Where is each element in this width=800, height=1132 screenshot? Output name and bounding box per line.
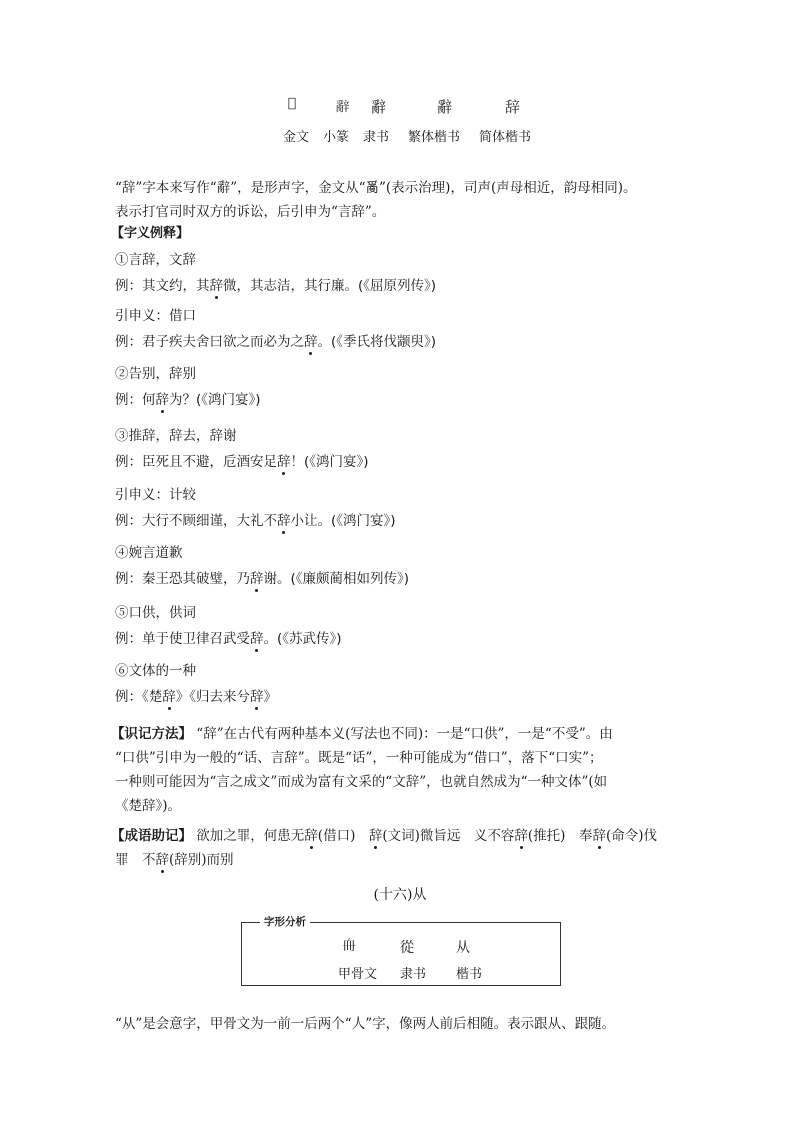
example-text: 微，其志洁，其行廉。(《屈原列传》) [223,278,437,294]
glyph-evolution-row [0,96,800,120]
closing-paragraph: “从”是会意字，甲骨文为一前一后两个“人”字，像两人前后相随。表示跟从、跟随。 [115,1016,616,1032]
example-text: 其文约，其 [142,278,210,294]
example-prefix: 例： [115,334,142,350]
idiom-text: (推托) 奉 [527,828,593,844]
emphasized-char: 辞 [592,828,606,844]
example-prefix: 例： [115,513,142,529]
idiom-text: 欲加之罪，何患无 [196,828,305,844]
sense-example [115,511,396,531]
example-text: 大行不顾细谨，大礼不 [142,513,277,529]
sense-head: ①言辞，文辞 [115,252,196,268]
sense-head: ③推辞，辞去，辞谢 [115,428,237,444]
memory-line: “口供”引申为一般的“话、言辞”。既是“话”，一种可能成为“借口”，落下“口实”； [115,750,603,766]
analysis-glyph: 𠂨 [342,938,356,954]
example-prefix: 例： [115,571,142,587]
analysis-box [241,916,561,986]
emphasized-char: 辞 [277,513,291,529]
sense-example [115,629,342,649]
example-text: 》 [263,689,277,705]
glyph-label: 金文 [283,130,310,145]
sense-example [115,276,436,296]
sense-head: ⑥文体的一种 [115,663,196,679]
example-text: 。(《季氏将伐颛臾》) [317,334,437,350]
sense-example [115,569,409,589]
emphasized-char: 辞 [514,828,528,844]
glyph-lishu: 辭 [371,98,387,116]
glyph-label-row [0,126,800,146]
sense-head: 引申义：计较 [115,487,196,503]
sense-head: ④婉言道歉 [115,545,183,561]
memory-line: 《楚辞》)。 [115,798,182,814]
idiom-line [196,828,657,844]
intro-line: “辞”字本来写作“辭”，是形声字，金文从“𤔔”(表示治理)，司声(声母相近，韵母相同)。 [115,180,637,196]
emphasized-char: 辞 [304,334,318,350]
emphasized-char: 辞 [304,828,318,844]
example-text: ！(《鸿门宴》) [290,454,369,470]
emphasized-char: 辞 [162,689,176,705]
idiom-label: 【成语助记】 [111,828,192,844]
example-text: 秦王恐其破璧，乃 [142,571,250,587]
idiom-section [111,824,690,872]
emphasized-char: 辞 [250,631,264,647]
example-text: 谢。(《廉颇蔺相如列传》) [263,571,410,587]
intro-line: 表示打官司时双方的诉讼，后引申为“言辞”。 [115,204,386,220]
analysis-label: 楷书 [456,967,483,982]
emphasized-char: 辞 [368,828,383,844]
example-text: 小让。(《鸿门宴》) [290,513,396,529]
idiom-text: (命令)伐 [605,828,657,844]
example-text: 。(《苏武传》) [263,631,342,647]
example-text: 为？(《鸿门宴》) [169,392,261,408]
example-prefix: 例： [115,689,142,705]
example-prefix: 例： [115,631,142,647]
section-title: 【字义例释】 [111,226,190,241]
emphasized-char: 辞 [277,454,291,470]
memory-method [111,722,690,818]
intro-paragraph [115,176,690,224]
idiom-text: (文词)微旨远 义不容 [382,828,515,844]
glyph-fanti: 辭 [437,98,453,116]
sense-example [115,452,369,472]
analysis-glyph: 從 [400,940,414,956]
idiom-line [115,848,690,872]
sense-head: ②告别，辞别 [115,366,196,382]
example-text: 《楚 [142,689,163,705]
idiom-text: (借口) [317,828,369,844]
analysis-label: 隶书 [400,967,427,982]
sense-example [115,332,436,352]
emphasized-char: 辞 [250,571,264,587]
glyph-jinwen: 𨐋 [287,96,297,111]
glyph-jianti: 辞 [505,98,521,116]
memory-label: 【识记方法】 [111,726,192,742]
example-prefix: 例： [115,278,142,294]
sense-example [115,687,277,707]
example-text: 君子疾夫舍曰欲之而必为之 [142,334,304,350]
example-text: 单于使卫律召武受 [142,631,250,647]
next-heading: (十六)从 [373,887,427,903]
glyph-label: 繁体楷书 [408,130,461,145]
glyph-label: 小篆 [323,130,350,145]
glyph-label: 隶书 [363,130,390,145]
example-prefix: 例： [115,392,142,408]
memory-line: 一种则可能因为“言之成文”而成为富有文采的“文辞”，也就自然成为“一种文体”(如 [115,774,608,790]
idiom-text: (辞别)而别 [169,852,234,868]
emphasized-char: 辞 [155,852,169,868]
emphasized-char: 辞 [155,392,169,408]
analysis-glyph: 从 [456,940,470,956]
analysis-label: 甲骨文 [338,967,378,982]
example-text: 》《归去来兮 [175,689,250,705]
sense-head: 引申义：借口 [115,308,196,324]
analysis-box-title: 字形分析 [260,914,310,929]
example-text: 何 [142,392,156,408]
example-text: 臣死且不避，卮酒安足 [142,454,277,470]
sense-example [115,390,261,410]
emphasized-char: 辞 [250,689,264,705]
memory-line: “辞”在古代有两种基本义(写法也不同)：一是“口供”，一是“不受”。由 [196,726,613,742]
idiom-text: 罪 不 [115,852,156,868]
glyph-xiaozhuan: 辭 [335,100,350,115]
glyph-label: 简体楷书 [479,130,532,145]
example-prefix: 例： [115,454,142,470]
sense-head: ⑤口供，供词 [115,605,196,621]
emphasized-char: 辞 [209,278,223,294]
